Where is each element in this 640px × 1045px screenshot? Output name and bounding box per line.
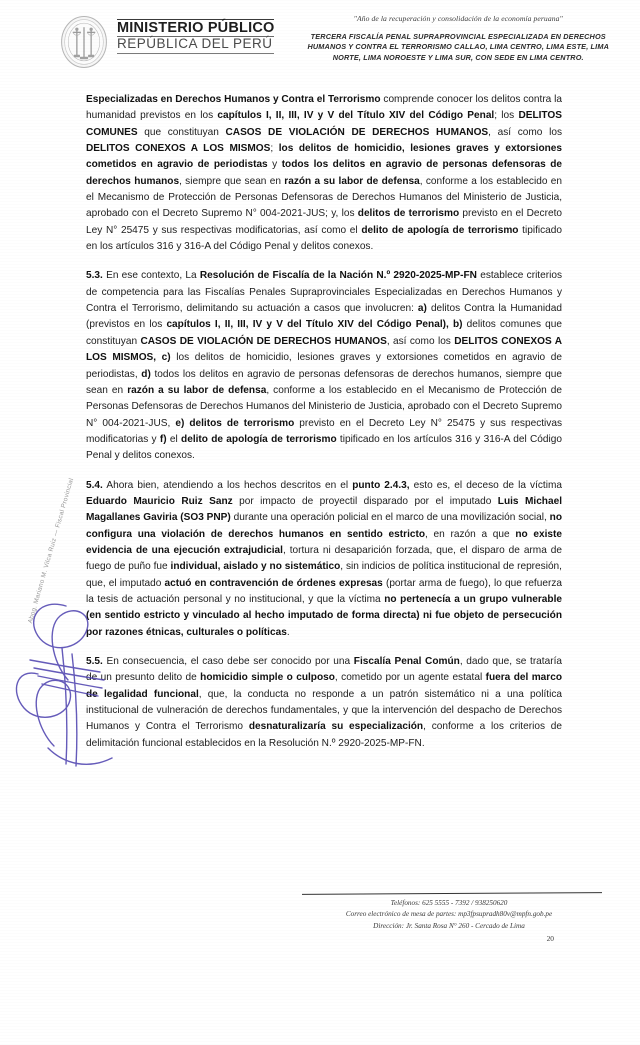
signature-stamp-text: Abog. Mariano M. Vilca Ruiz — Fiscal Provincial [26,477,76,625]
text-span: los delitos de homicidio, lesiones graves y extorsiones cometidos en agravio de periodistas, [86,352,562,380]
text-bold: razón a su labor de defensa [284,175,420,187]
paragraph-number: 5.4. [86,479,103,491]
text-bold: los delitos de homicidio, lesiones graves y extorsiones cometidos en agravio de periodistas [86,143,563,171]
text-bold: CASOS DE VIOLACIÓN DE DERECHOS HUMANOS [225,126,489,138]
paragraph-number: 5.5. [86,656,103,667]
text-bold: DELITOS COMUNES [86,110,562,138]
text-span: , así como los [386,335,455,347]
text-span: tipificado en los artículos 316 y 316-A del Código Penal y delitos conexos. [86,224,562,253]
text-span: tipificado en los artículos 316 y 316-A del Código Penal y delitos conexos. [86,433,562,462]
year-motto: "Año de la recuperación y consolidación de la economía peruana" [353,14,563,23]
text-bold: Resolución de Fiscalía de la Nación N.º 2920-2025-MP-FN [199,270,477,282]
text-span: , siempre que sean en [179,175,285,187]
peru-public-ministry-seal-icon [58,14,110,70]
text-bold: capítulos I, II, III, IV y V del Título XIV del Código Penal), b) [166,319,463,331]
paragraph-number: 5.3. [86,270,103,282]
text-span: ; [270,143,279,155]
text-span: establece criterios de competencia para las Fiscalías Penales Supraprovinciales Especializadas en Derechos Humanos y Contra el Terrorismo, delimitando su actuación a casos que involucren: [86,270,562,315]
text-bold: a) [417,303,427,315]
footer-contact [284,894,620,932]
text-span: durante una operación policial en el marco de una movilización social, [230,512,550,524]
footer-phone: Teléfonos: 625 5555 - 7392 / 938250620 [390,899,508,907]
text-bold: d) [141,368,151,380]
text-bold: capítulos I, II, III, IV y V del Título XIV del Código Penal [217,110,495,122]
paragraph-5-5 [86,654,562,752]
text-span: delitos Contra la Humanidad (previstos en los [86,303,562,331]
text-bold: f) [159,433,167,445]
text-bold: Fiscalía Penal Común [353,656,460,667]
text-span: , cometido por un agente estatal [334,672,486,684]
text-span: (portar arma de fuego), lo que refuerza la tesis de actuación personal y no institucional, y que la víctima [86,577,562,605]
text-span: En ese contexto, La [102,270,200,282]
text-bold: delito de apología de terrorismo [181,433,337,445]
institution-brand [58,10,274,70]
text-bold: CASOS DE VIOLACIÓN DE DERECHOS HUMANOS [140,335,387,347]
office-designation: TERCERA FISCALÍA PENAL SUPRAPROVINCIAL ESPECIALIZADA EN DERECHOS HUMANOS Y CONTRA EL TERRORISMO CALLAO, LIMA CENTRO, LIMA ESTE, LIMA NORTE, LIMA NOROESTE Y LIMA SUR, CON SEDE EN LIMA CENTRO. [307,32,609,62]
text-span: previsto en el Decreto Ley N° 25475 y sus respectivas modificatorias y [86,417,562,445]
text-bold: actuó en contravención de órdenes expresas [164,577,383,589]
text-bold: no pertenecía a un grupo vulnerable (en sentido estricto y vinculado al hecho imputado de forma directa) ni fue objeto de persecución por razones étnicas, culturales o políticas [86,593,562,638]
text-bold: no configura una violación de derechos humanos en sentido estricto [86,512,562,540]
paragraph-5-4 [86,478,562,641]
text-bold: delitos de terrorismo [357,208,460,220]
text-span: , que, la conducta no responde a un patrón sistemático ni a una política institucional de vulneración de derechos fundamentales, y que la intervención del despacho de Derechos Humanos y Contra el Terrorismo [86,688,562,733]
text-span: Ahora bien, atendiendo a los hechos descritos en el [102,479,353,491]
institution-line-1: MINISTERIO PÚBLICO [117,20,275,36]
text-span: y [267,159,282,171]
text-bold: no existe evidencia de una ejecución extrajudicial [86,528,562,556]
text-span: previsto en el Decreto Ley N° 25475 y sus respectivas modificatorias, así como el [86,208,562,236]
text-span: , así como los [488,126,562,138]
text-span: ; los [494,110,519,122]
paragraph-5-3 [86,268,562,464]
paragraph-continuation [86,92,562,255]
text-span: , tortura ni desaparición forzada, que, el disparo de arma de fuego de puño fue [86,544,562,573]
text-bold: Luis Michael Magallanes Gaviria (SO3 PNP) [86,495,563,524]
text-span: por impacto de proyectil disparado por el imputado [232,495,498,507]
text-span: , sin indicios de política institucional de represión, que, el imputado [86,561,562,589]
institution-line-2: REPÚBLICA DEL PERÚ [117,37,274,54]
text-bold: Especializadas en Derechos Humanos y Contra el Terrorismo [86,94,381,105]
document-header [0,0,640,92]
document-body [0,92,640,752]
text-bold: Eduardo Mauricio Ruiz Sanz [86,495,233,507]
text-bold: DELITOS CONEXOS A LOS MISMOS [86,143,271,155]
text-span: , conforme a los establecido en el Mecanismo de Protección de Personas Defensoras de Derechos Humanos del Ministerio de Justicia, aprobado con el Decreto Supremo N° 004-2021-JUS, [86,384,562,429]
document-footer [0,893,640,943]
text-span: , conforme a los establecido en el Mecanismo de Protección de Personas Defensoras de Derechos Humanos del Ministerio de Justicia, aprobado con el Decreto Supremo N° 004-2021-JUS; y, los [86,175,562,220]
text-span: En consecuencia, el caso debe ser conocido por una [102,656,354,667]
text-bold: razón a su labor de defensa [127,384,267,396]
institution-name [117,14,274,54]
text-bold: delito de apología de terrorismo [361,224,519,236]
text-bold: punto 2.4.3, [352,479,410,491]
text-span: el [166,433,182,445]
text-bold: DELITOS CONEXOS A LOS MISMOS, c) [86,335,562,364]
text-span: , conforme a los criterios de delimitación funcional establecidos en la Resolución N.º 2920-2025-MP-FN. [86,721,563,749]
text-bold: e) delitos de terrorismo [175,417,295,429]
text-bold: individual, aislado y no sistemático [170,561,341,573]
text-span: todos los delitos en agravio de personas defensoras de derechos humanos, siempre que sean en [86,368,562,396]
text-span: , dado que, se trataría de un presunto delito de [86,656,562,684]
footer-address: Dirección: Jr. Santa Rosa N° 260 - Cercado de Lima [373,921,525,930]
text-span: . [286,626,290,638]
footer-email: Correo electrónico de mesa de partes: mp3fpsupradh80v@mpfn.gob.pe [345,910,553,919]
text-span: , en razón a que [425,528,516,540]
text-bold: todos los delitos en agravio de personas defensoras de derechos humanos [86,159,563,187]
text-bold: desnaturalizaría su especialización [248,721,424,733]
text-span: delitos comunes que constituyan [86,319,563,347]
text-span: comprende conocer los delitos contra la humanidad previstos en los [86,94,562,122]
text-span: esto es, el deceso de la víctima [409,479,562,491]
text-span: que constituyan [137,126,226,138]
text-bold: homicidio simple o culposo [200,672,335,684]
page-number: 20 [546,934,554,944]
header-right-block [274,10,628,63]
text-bold: fuera del marco de legalidad funcional [86,672,563,700]
